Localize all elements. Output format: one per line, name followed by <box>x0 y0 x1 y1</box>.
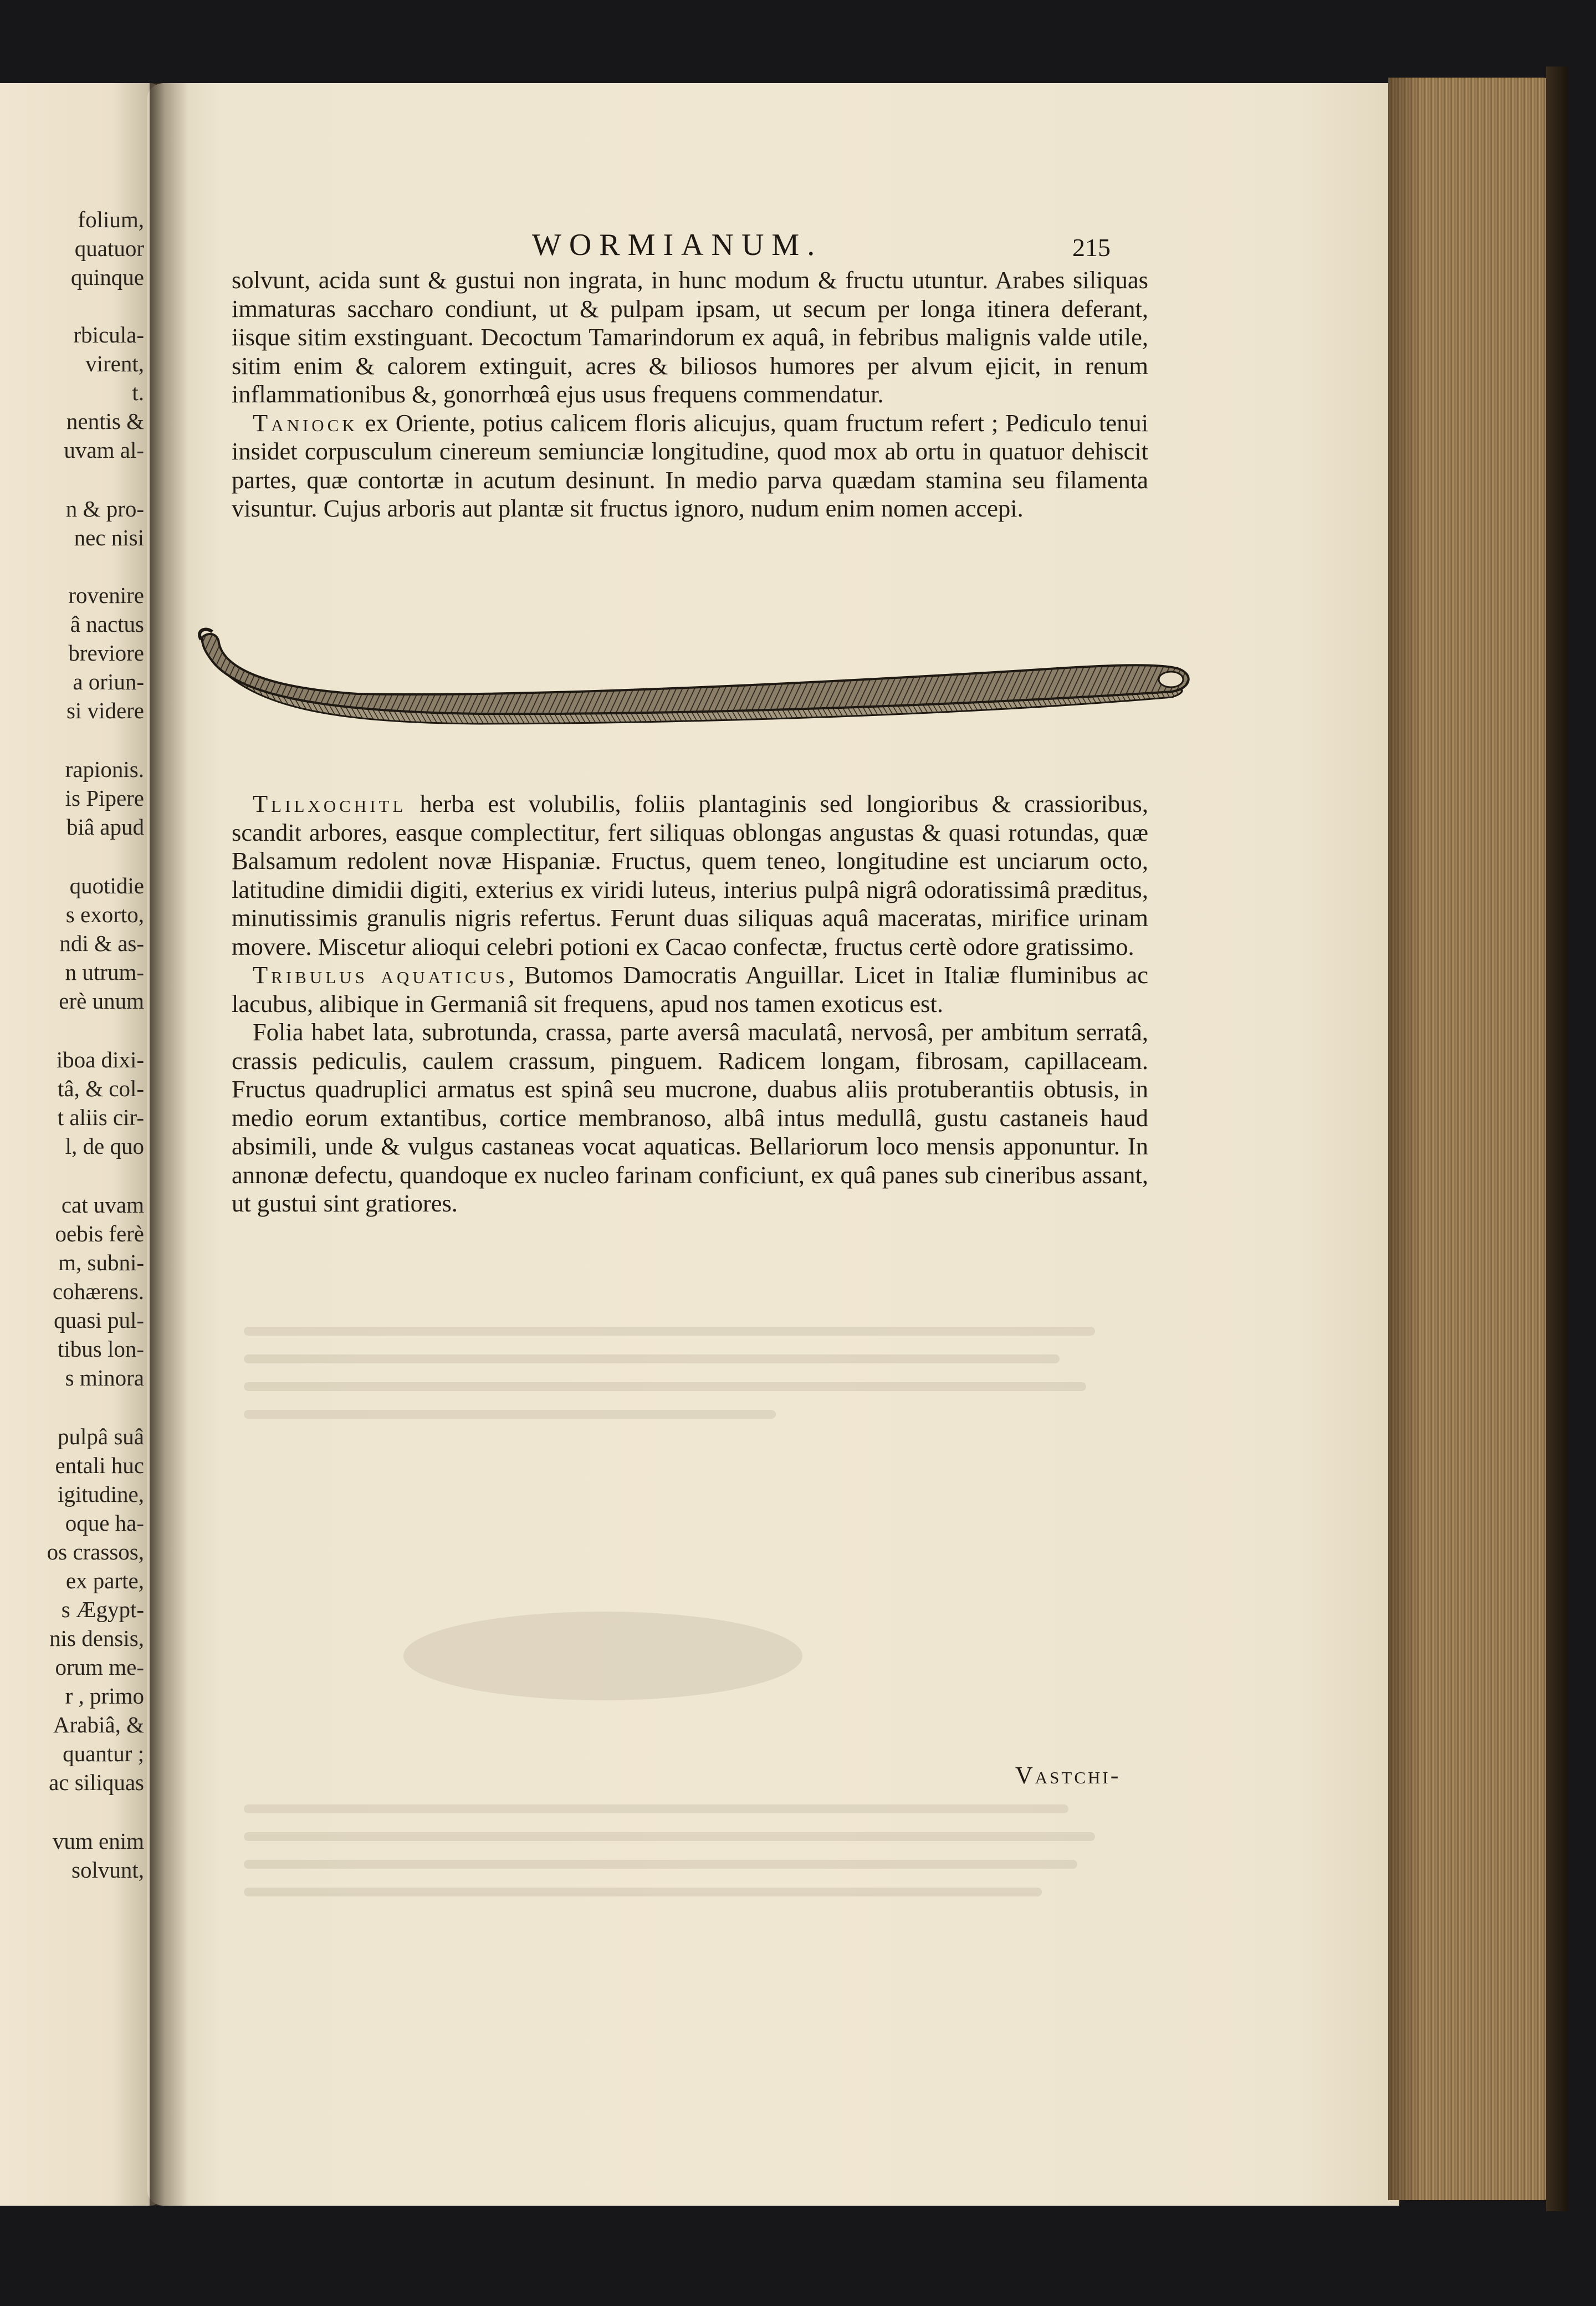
left-page-line: â nactus <box>70 611 144 637</box>
left-page-line: t. <box>132 380 144 405</box>
book-cover-edge <box>1546 67 1568 2211</box>
left-page-line: n & pro- <box>65 496 144 521</box>
left-page-line: pulpâ suâ <box>58 1424 144 1449</box>
paragraph-tamarind: solvunt, acida sunt & gustui non ingrata, in hunc modum & fructu utuntur. Arabes siliquas immaturas saccharo condiunt, ut & pulpam ipsam, ut secum per longa itinera deferant, iisque sitim exstinguant. Decoctum Tamarindorum ex aquâ, in febribus malignis valde utile, sitim enim & calorem extinguit, acres & biliosos humores per alvum ejicit, in renum inflammationibus &, gonorrhœâ ejus usus frequens commendatur. <box>232 266 1148 408</box>
left-page-line: erè unum <box>59 988 144 1014</box>
left-page-line: s exorto, <box>65 902 144 927</box>
left-page-line: l, de quo <box>65 1133 144 1159</box>
left-page-line: uvam al- <box>64 437 144 463</box>
left-page-line: biâ apud <box>66 814 144 840</box>
running-head: WORMIANUM. <box>532 228 823 262</box>
paragraph-taniock-body: ex Oriente, potius calicem floris alicujus, quam fructum refert ; Pediculo tenui insidet corpusculum cinereum semiunciæ longitudine, quod mox ab ortu in quatuor dehiscit partes, quæ contortæ in acutum desinunt. In medio parva quædam stamina seu filamenta visuntur. Cujus arboris aut plantæ sit fructus ignoro, nudum enim nomen accepi. <box>232 408 1148 522</box>
page-number: 215 <box>1072 233 1111 262</box>
left-page-line: quatuor <box>74 236 144 261</box>
left-page-line: tibus lon- <box>57 1336 144 1362</box>
left-page-line: quasi pul- <box>54 1307 144 1333</box>
left-page-line: vum enim <box>52 1828 144 1854</box>
left-page-line: oebis ferè <box>55 1221 144 1246</box>
left-page-line: quantur ; <box>63 1741 144 1766</box>
left-page-line: is Pipere <box>65 785 144 811</box>
left-page-line: ndi & as- <box>59 930 144 956</box>
left-page-line: Arabiâ, & <box>53 1712 144 1737</box>
left-page-line: a oriun- <box>73 669 144 694</box>
left-page-line: s minora <box>65 1365 144 1390</box>
left-page-line: iboa dixi- <box>56 1047 144 1072</box>
left-page-line: ex parte, <box>65 1568 144 1593</box>
left-page-line: r , primo <box>65 1683 144 1709</box>
left-page-line: cohærens. <box>52 1279 144 1304</box>
paragraph-tribulus-body: , Butomos Damocratis Anguillar. Licet in Italiæ fluminibus ac lacubus, alibique in Germaniâ sit frequens, apud nos tamen exoticus est. <box>232 961 1148 1017</box>
pod-end <box>1159 672 1183 687</box>
left-page-line: n utrum- <box>65 959 144 985</box>
left-page-line: rapionis. <box>65 756 144 782</box>
left-page-line: tâ, & col- <box>58 1076 144 1101</box>
paragraph-taniock <box>232 409 1148 523</box>
left-page-line: rbicula- <box>73 322 144 347</box>
lead-word-tribulus: Tribulus aquaticus <box>253 961 509 989</box>
left-page-line: solvunt, <box>71 1857 144 1883</box>
left-page-line: t aliis cir- <box>57 1105 144 1130</box>
left-page-line: orum me- <box>55 1654 144 1680</box>
left-page-line: nis densis, <box>49 1625 144 1651</box>
left-page-line: breviore <box>68 640 144 666</box>
left-page-line: os crassos, <box>47 1539 144 1564</box>
paragraph-tlilxochitl <box>232 790 1148 961</box>
left-page-line: igitudine, <box>57 1481 144 1507</box>
left-page-line: entali huc <box>55 1453 144 1478</box>
text-block-upper <box>232 266 1148 523</box>
catchword: Vastchi- <box>1015 1762 1121 1789</box>
woodcut-pod-illustration <box>191 626 1200 726</box>
left-page-line: quinque <box>70 264 144 290</box>
left-page-line: rovenire <box>68 582 144 608</box>
lead-word-tlilxochitl: Tlilxochitl <box>253 790 407 817</box>
left-page-line: cat uvam <box>61 1192 144 1218</box>
paragraph-tribulus <box>232 961 1148 1018</box>
left-page-line: si videre <box>66 698 144 723</box>
page-edges-shadow <box>1388 78 1421 2200</box>
left-facing-page <box>0 83 161 2206</box>
left-page-line: nec nisi <box>74 525 144 550</box>
left-page-line: s Ægypt- <box>61 1597 144 1622</box>
left-page-line: quotidie <box>69 873 144 898</box>
left-page-line: nentis & <box>66 408 144 434</box>
left-page-line: ac siliquas <box>49 1770 144 1795</box>
left-page-line: oque ha- <box>65 1510 144 1536</box>
paragraph-folia: Folia habet lata, subrotunda, crassa, parte aversâ maculatâ, nervosâ, per ambitum serratâ, crassis pediculis, caulem crassum, pinguem. Radicem longam, fibrosam, capillaceam. Fructus quadruplici armatus est spinâ seu mucrone, duabus aliis protuberantiis obtusis, in medio eorum extantibus, cortice membranoso, albâ intus medullâ, gustu castaneis haud absimili, unde & vulgus castaneas vocat aquaticas. Bellariorum loco mensis apponuntur. In annonæ defectu, quandoque ex nucleo farinam conficiunt, ex quâ panes sub cineribus assant, ut gustui sint gratiores. <box>232 1018 1148 1217</box>
paragraph-tlilxochitl-body: herba est volubilis, foliis plantaginis sed longioribus & crassioribus, scandit arbores, easque complectitur, fert siliquas oblongas angustas & quasi rotundas, quæ Balsamum redolent novæ Hispaniæ. Fructus, quem teneo, longitudine est unciarum octo, latitudine dimidii digiti, exterius ex viridi luteus, interius pulpâ nigrâ odoratissimâ præditus, minutissimis granulis nigris refertus. Ferunt duas siliquas aquâ maceratas, mirifice urinam movere. Miscetur alioqui celebri potioni ex Cacao confectæ, fructus certè odore gratissimo. <box>232 790 1148 960</box>
left-page-line: virent, <box>85 351 144 376</box>
text-block-middle <box>232 790 1148 1218</box>
lead-word-taniock: Taniock <box>253 408 358 437</box>
left-page-line: folium, <box>78 207 144 232</box>
left-page-line: m, subni- <box>58 1250 144 1275</box>
